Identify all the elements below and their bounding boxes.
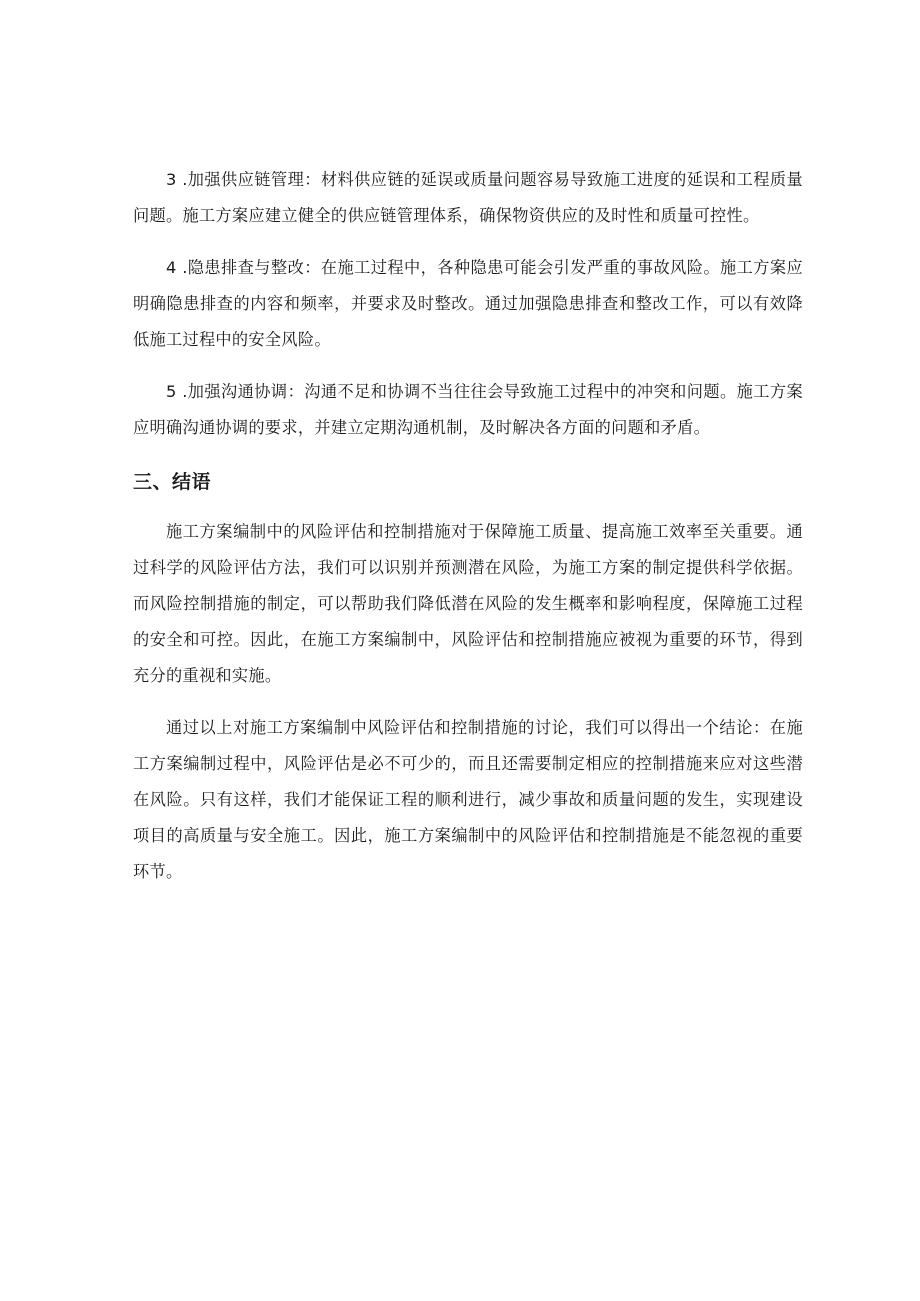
conclusion-paragraph-1: 施工方案编制中的风险评估和控制措施对于保障施工质量、提高施工效率至关重要。通过科学的风险评估方法，我们可以识别并预测潜在风险，为施工方案的制定提供科学依据。而风险控制措施的制定，可以帮助我们降低潜在风险的发生概率和影响程度，保障施工过程的安全和可控。因此，在施工方案编制中，风险评估和控制措施应被视为重要的环节，得到充分的重视和实施。	[133, 522, 803, 685]
list-item-supply-chain: 3 .加强供应链管理：材料供应链的延误或质量问题容易导致施工进度的延误和工程质量问题。施工方案应建立健全的供应链管理体系，确保物资供应的及时性和质量可控性。	[133, 170, 803, 225]
list-item-communication: 5 .加强沟通协调：沟通不足和协调不当往往会导致施工过程中的冲突和问题。施工方案应明确沟通协调的要求，并建立定期沟通机制，及时解决各方面的问题和矛盾。	[133, 382, 803, 437]
document-body	[133, 162, 803, 890]
list-item-hazard-inspection: 4 .隐患排查与整改：在施工过程中，各种隐患可能会引发严重的事故风险。施工方案应明确隐患排查的内容和频率，并要求及时整改。通过加强隐患排查和整改工作，可以有效降低施工过程中的安全风险。	[133, 258, 803, 349]
conclusion-paragraph-2: 通过以上对施工方案编制中风险评估和控制措施的讨论，我们可以得出一个结论：在施工方案编制过程中，风险评估是必不可少的，而且还需要制定相应的控制措施来应对这些潜在风险。只有这样，我们才能保证工程的顺利进行，减少事故和质量问题的发生，实现建设项目的高质量与安全施工。因此，施工方案编制中的风险评估和控制措施是不能忽视的重要环节。	[133, 718, 803, 881]
section-heading-conclusion: 三、结语	[133, 471, 212, 493]
